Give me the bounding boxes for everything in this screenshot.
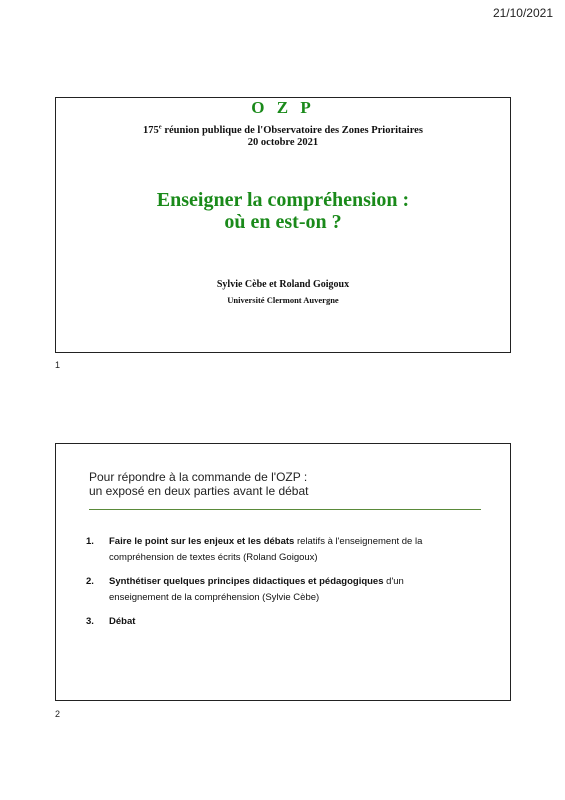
meeting-title: [56, 125, 510, 137]
item-number: 3.: [86, 616, 94, 627]
title-line-2: où en est-on ?: [224, 211, 342, 233]
list-item: [86, 574, 466, 606]
page-number-2: 2: [55, 709, 61, 719]
presentation-title: [56, 189, 510, 233]
meeting-date: 20 octobre 2021: [247, 137, 319, 148]
meeting-ordinal: e: [158, 123, 162, 131]
item-bold-text: Faire le point sur les enjeux et les débats: [109, 536, 295, 547]
university: Université Clermont Auvergne: [227, 295, 339, 305]
item-number: 2.: [86, 576, 94, 587]
heading-divider: [89, 509, 481, 510]
meeting-number: 175: [143, 125, 159, 136]
agenda-list: [86, 534, 466, 638]
authors: Sylvie Cèbe et Roland Goigoux: [216, 279, 350, 290]
item-number: 1.: [86, 536, 94, 547]
list-item: [86, 534, 466, 566]
meeting-description: réunion publique de l'Observatoire des Zones Prioritaires: [161, 125, 423, 136]
heading-line-2: un exposé en deux parties avant le débat: [89, 484, 309, 498]
ozp-acronym: O Z P: [251, 98, 315, 117]
page-number-1: 1: [55, 360, 61, 370]
item-text: relatifs à l'enseignement de la compréhension de textes écrits (Roland Goigoux): [109, 536, 423, 563]
slide-1: [55, 97, 511, 353]
print-date: 21/10/2021: [492, 6, 553, 20]
item-bold-text: Débat: [109, 616, 136, 627]
meeting-info: [56, 125, 510, 149]
list-item: [86, 614, 466, 630]
heading-line-1: Pour répondre à la commande de l'OZP :: [89, 470, 308, 484]
item-text: d'un enseignement de la compréhension (Sylvie Cèbe): [109, 576, 404, 603]
item-bold-text: Synthétiser quelques principes didactiques et pédagogiques: [109, 576, 384, 587]
title-line-1: Enseigner la compréhension :: [156, 189, 410, 211]
slide-2-heading: [89, 470, 309, 498]
slide-2: [55, 443, 511, 701]
